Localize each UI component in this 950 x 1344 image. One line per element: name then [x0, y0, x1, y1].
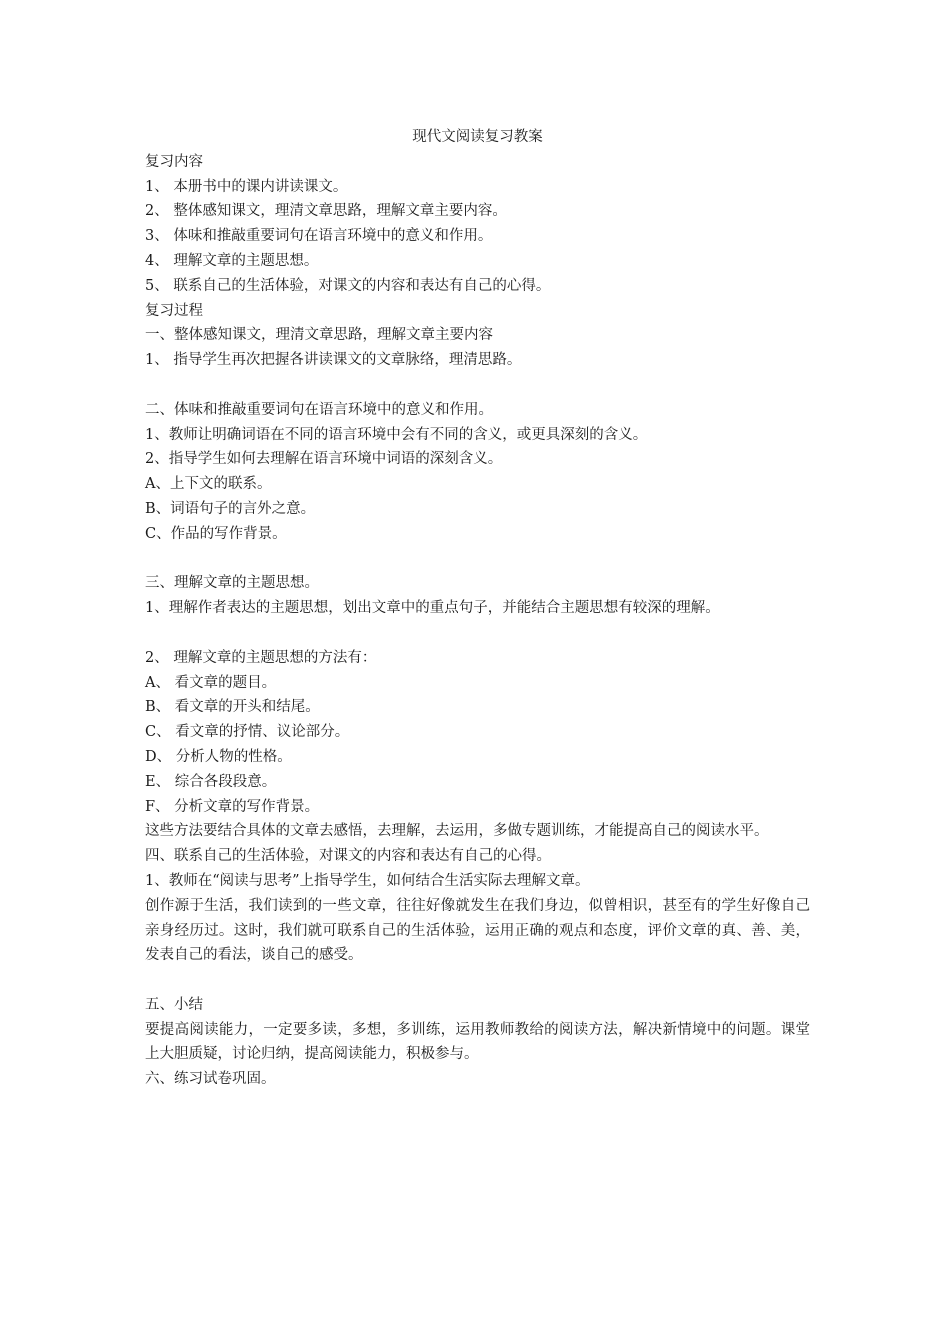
text-line: 复习内容 — [145, 153, 203, 170]
section-heading: 四、联系自己的生活体验，对课文的内容和表达有自己的心得。 — [145, 848, 551, 865]
text-line: B、 看文章的开头和结尾。 — [145, 699, 320, 716]
text-line: F、 分析文章的写作背景。 — [145, 798, 320, 815]
text-line: E、 综合各段段意。 — [145, 773, 277, 790]
text-line: B、词语句子的言外之意。 — [145, 500, 316, 517]
text-line: C、 看文章的抒情、议论部分。 — [145, 724, 350, 741]
text-line: 二、体味和推敲重要词句在语言环境中的意义和作用。 — [145, 401, 493, 418]
text-line: A、上下文的联系。 — [145, 476, 272, 493]
creation-paragraph: 创作源于生活，我们读到的一些文章，往往好像就发生在我们身边，似曾相识，甚至有的学生好像自己亲身经历过。这时，我们就可联系自己的生活体验，运用正确的观点和态度，评价文章的真、善、美，发表自己的看法，谈自己的感受。 — [145, 897, 810, 964]
blank-line — [145, 547, 810, 572]
blank-line — [145, 621, 810, 646]
text-line: 2、 整体感知课文，理清文章思路，理解文章主要内容。 — [145, 203, 507, 220]
summary-paragraph: 要提高阅读能力，一定要多读，多想，多训练，运用教师教给的阅读方法，解决新情境中的问题。课堂上大胆质疑，讨论归纳，提高阅读能力，积极参与。 — [145, 1021, 810, 1063]
text-line: D、 分析人物的性格。 — [145, 748, 292, 765]
text-line: 1、教师在“阅读与思考”上指导学生，如何结合生活实际去理解文章。 — [145, 872, 590, 889]
section-heading: 五、小结 — [145, 996, 203, 1013]
blank-line — [145, 968, 810, 993]
section-heading: 六、练习试卷巩固。 — [145, 1071, 276, 1088]
text-line: 5、 联系自己的生活体验，对课文的内容和表达有自己的心得。 — [145, 277, 551, 294]
text-line: 2、指导学生如何去理解在语言环境中词语的深刻含义。 — [145, 451, 503, 468]
text-line: 1、 指导学生再次把握各讲读课文的文章脉络，理清思路。 — [145, 352, 522, 369]
text-line: 复习过程 — [145, 302, 203, 319]
text-line: 1、 本册书中的课内讲读课文。 — [145, 178, 348, 195]
document-body — [145, 125, 810, 1092]
text-line: A、 看文章的题目。 — [145, 674, 277, 691]
text-line: C、作品的写作背景。 — [145, 525, 287, 542]
text-line: 一、整体感知课文，理清文章思路，理解文章主要内容 — [145, 327, 493, 344]
text-line: 1、教师让明确词语在不同的语言环境中会有不同的含义，或更具深刻的含义。 — [145, 426, 648, 443]
text-line: 1、理解作者表达的主题思想，划出文章中的重点句子，并能结合主题思想有较深的理解。 — [145, 600, 720, 617]
text-line: 3、 体味和推敲重要词句在语言环境中的意义和作用。 — [145, 228, 493, 245]
methods-paragraph: 这些方法要结合具体的文章去感悟，去理解，去运用，多做专题训练，才能提高自己的阅读水平。 — [145, 823, 769, 840]
text-line: 三、理解文章的主题思想。 — [145, 575, 319, 592]
document-title: 现代文阅读复习教案 — [412, 129, 543, 145]
text-line: 2、 理解文章的主题思想的方法有： — [145, 649, 377, 666]
blank-line — [145, 373, 810, 398]
text-line: 4、 理解文章的主题思想。 — [145, 252, 319, 269]
